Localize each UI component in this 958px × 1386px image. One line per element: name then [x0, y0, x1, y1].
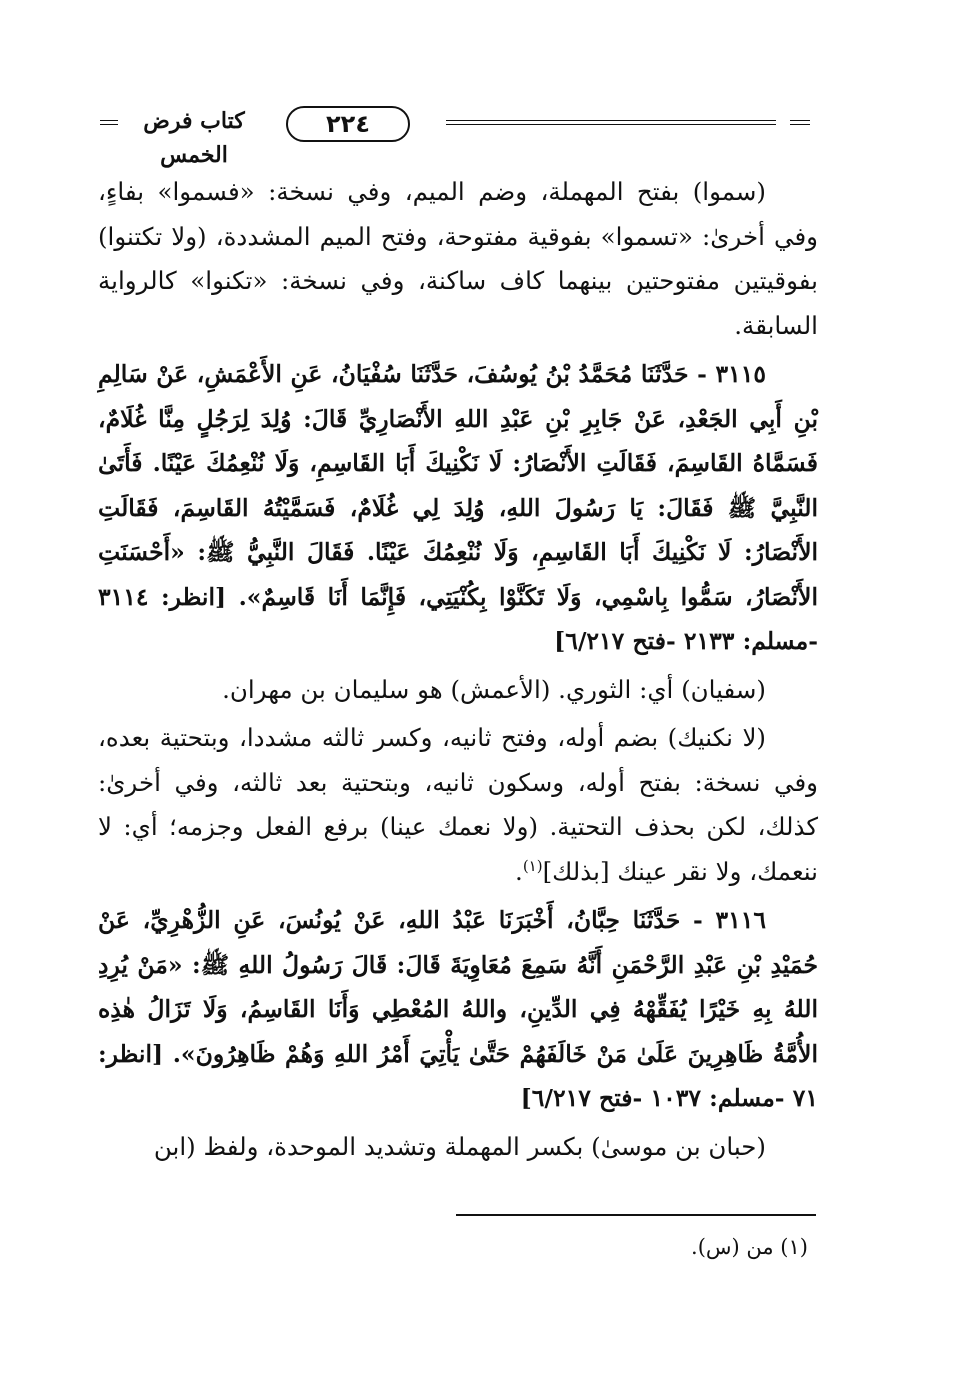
hadith-3116: ٣١١٦ - حَدَّثَنَا حِبَّانُ، أَخْبَرَنَا عَبْدُ اللهِ، عَنْ يُونُسَ، عَنِ الزُّهْرِيِّ، عَنْ حُمَيْدِ بْنِ عَبْدِ الرَّحْمَنِ أَنَّهُ سَمِعَ مُعَاوِيَةَ قَالَ: قَالَ رَسُولُ اللهِ ﷺ: «مَنْ يُرِدِ اللهُ بِهِ خَيْرًا يُفَقِّهْهُ فِي الدِّينِ، واللهُ المُعْطِي وَأَنَا القَاسِمُ، وَلَا تَزَالُ هٰذِه الأُمَّةُ ظَاهِرِينَ عَلَىٰ مَنْ خَالَفَهُمْ حَتَّىٰ يَأْتِيَ أَمْرُ اللهِ وَهُمْ ظَاهِرُونَ». [انظر: ٧١ -مسلم: ١٠٣٧ -فتح ٦/٢١٧]: [98, 906, 818, 1112]
header-rule-middle: [446, 120, 776, 125]
running-header: [96, 100, 816, 168]
commentary-paragraph: (سموا) بفتح المهملة، وضم الميم، وفي نسخة: «فسموا» بفاءٍ، وفي أخرىٰ: «تسموا» بفوقية مفتوحة، وفتح الميم المشددة، (ولا تكتنوا) بفوقيتين مفتوحتين بينهما كاف ساكنة، وفي نسخة: «تكنوا» كالرواية السابقة.: [98, 177, 818, 340]
page-number: ٢٢٤: [286, 106, 410, 142]
running-title: كتاب فرض الخمس: [143, 108, 245, 168]
header-rule-left: [100, 120, 118, 125]
footnote: (١) من (س).: [691, 1235, 808, 1259]
footnote-marker: (١): [522, 856, 543, 875]
hadith-3115: ٣١١٥ - حَدَّثَنَا مُحَمَّدُ بْنُ يُوسُفَ، حَدَّثَنَا سُفْيَانُ، عَنِ الأَعْمَشِ، عَنْ سَالِمِ بْنِ أَبِي الجَعْدِ، عَنْ جَابِرِ بْنِ عَبْدِ اللهِ الأَنْصَارِيِّ قَالَ: وُلِدَ لِرَجُلٍ مِنَّا غُلَامٌ، فَسَمَّاهُ القَاسِمَ، فَقَالَتِ الأَنْصَارُ: لَا نَكْنِيكَ أَبَا القَاسِمِ، وَلَا نُنْعِمُكَ عَيْنًا. فَأَتَىٰ النَّبِيَّ ﷺ فَقَالَ: يَا رَسُولَ اللهِ، وُلِدَ لِي غُلَامٌ، فَسَمَّيْتُهُ القَاسِمَ، فَقَالَتِ الأَنْصَارُ: لَا نَكْنِيكَ أَبَا القَاسِمِ، وَلَا نُنْعِمُكَ عَيْنًا. فَقَالَ النَّبِيُّ ﷺ: «أَحْسَنَتِ الأَنْصَارُ، سَمُّوا بِاسْمِي، وَلَا تَكَنَّوْا بِكُنْيَتِي، فَإِنَّمَا أَنَا قَاسِمٌ». [انظر: ٣١١٤ -مسلم: ٢١٣٣ -فتح ٦/٢١٧]: [98, 360, 818, 655]
commentary-paragraph: (حبان بن موسىٰ) بكسر المهملة وتشديد الموحدة، ولفظ (ابن: [153, 1131, 766, 1161]
commentary-paragraph: (سفيان) أي: الثوري. (الأعمش) هو سليمان بن مهران.: [222, 674, 766, 704]
main-text: [98, 170, 818, 1169]
commentary-paragraph: (لا نكنيك) بضم أوله، وفتح ثانيه، وكسر ثالثه مشددا، وبتحتية بعده، وفي نسخة: بفتح أوله، وسكون ثانيه، وبتحتية بعد ثالثه، وفي أخرىٰ: كذلك، لكن بحذف التحتية. (ولا نعمك عينا) برفع الفعل وجزمه؛ أي: لا ننعمك، ولا نقر عينك [بذلك]$^{(١)}$.: [98, 723, 818, 886]
footnote-separator: [456, 1214, 816, 1216]
commentary-text: (لا نكنيك) بضم أوله، وفتح ثانيه، وكسر ثالثه مشددا، وبتحتية بعده، وفي نسخة: بفتح أوله، وسكون ثانيه، وبتحتية بعد ثالثه، وفي أخرىٰ: كذلك، لكن بحذف التحتية. (ولا نعمك عينا) برفع الفعل وجزمه؛ أي: لا ننعمك، ولا نقر عينك [بذلك]: [98, 723, 818, 886]
header-rule-right: [790, 120, 810, 125]
